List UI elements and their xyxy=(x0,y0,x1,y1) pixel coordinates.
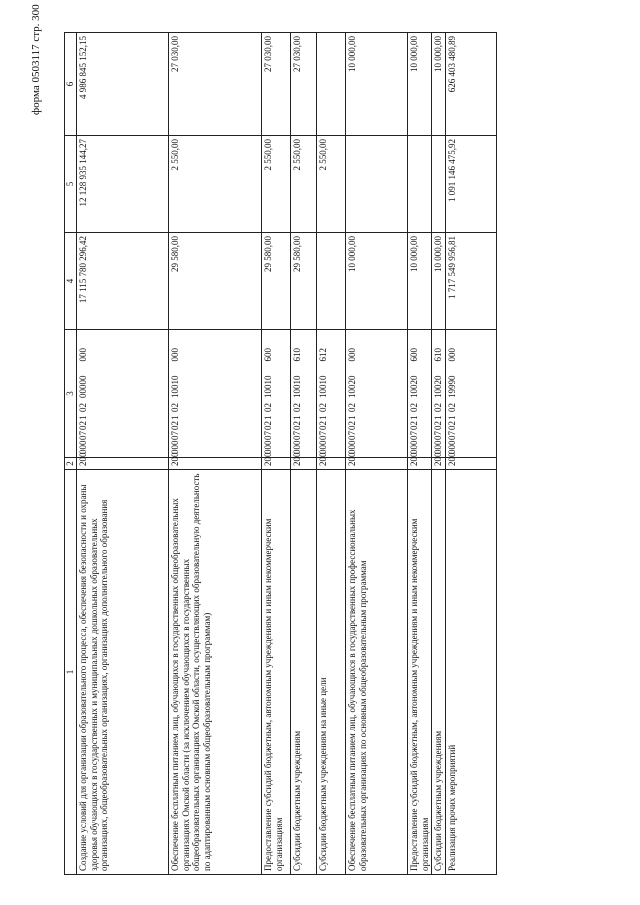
amount-col6: 10 000,00 xyxy=(407,33,432,136)
line-code: 200 xyxy=(261,458,290,470)
amount-col4: 1 717 549 956,81 xyxy=(446,233,497,330)
code-part: 02 xyxy=(291,421,302,430)
amount-col6 xyxy=(316,33,345,136)
budget-classification-code xyxy=(345,330,407,458)
code-part: 02 xyxy=(447,403,458,412)
code-part: 02 xyxy=(408,403,419,412)
code-part: 10010 xyxy=(317,375,328,398)
budget-classification-code xyxy=(446,330,497,458)
amount-col6: 27 030,00 xyxy=(168,33,261,136)
line-code: 200 xyxy=(76,458,168,470)
amount-col5: 2 550,00 xyxy=(168,136,261,233)
table-row xyxy=(290,33,316,875)
code-part: 000 xyxy=(346,440,357,454)
table-row xyxy=(432,33,446,875)
code-part: 02 xyxy=(77,421,88,430)
budget-classification-code xyxy=(168,330,261,458)
amount-col4: 10 000,00 xyxy=(407,233,432,330)
code-part: 02 xyxy=(317,403,328,412)
code-part: 1 xyxy=(291,415,302,420)
row-name: Субсидии бюджетным учреждениям xyxy=(290,470,316,875)
code-part: 000 xyxy=(447,348,458,362)
code-part: 07 xyxy=(169,431,180,440)
amount-col5: 2 550,00 xyxy=(316,136,345,233)
code-part: 02 xyxy=(77,403,88,412)
code-part: 10010 xyxy=(291,375,302,398)
budget-classification-code xyxy=(407,330,432,458)
line-code: 200 xyxy=(407,458,432,470)
code-part: 02 xyxy=(291,403,302,412)
amount-col4: 17 115 780 296,42 xyxy=(76,233,168,330)
column-header: 2 xyxy=(65,458,77,470)
code-part: 1 xyxy=(169,415,180,420)
code-part: 02 xyxy=(262,403,273,412)
code-part: 000 xyxy=(77,348,88,362)
amount-col6: 4 986 845 152,15 xyxy=(76,33,168,136)
line-code: 200 xyxy=(316,458,345,470)
form-label: форма 0503117 стр. 300 xyxy=(30,4,42,115)
code-part: 1 xyxy=(317,415,328,420)
code-part: 000 xyxy=(346,348,357,362)
table-row xyxy=(76,33,168,875)
line-code: 200 xyxy=(446,458,497,470)
code-part: 07 xyxy=(262,431,273,440)
table-row xyxy=(345,33,407,875)
code-part: 10010 xyxy=(262,375,273,398)
amount-col4: 29 580,00 xyxy=(168,233,261,330)
column-header: 3 xyxy=(65,330,77,458)
header-row xyxy=(65,33,77,875)
amount-col6: 27 030,00 xyxy=(261,33,290,136)
code-part: 000 xyxy=(262,440,273,454)
code-part: 02 xyxy=(433,403,444,412)
amount-col5: 12 128 935 144,27 xyxy=(76,136,168,233)
row-name: Субсидии бюджетным учреждениям на иные цели xyxy=(316,470,345,875)
amount-col6: 10 000,00 xyxy=(432,33,446,136)
code-part: 19990 xyxy=(447,375,458,398)
row-name: Предоставление субсидий бюджетным, автономным учреждениям и иным некоммерческим организациям xyxy=(261,470,290,875)
amount-col4: 10 000,00 xyxy=(432,233,446,330)
amount-col4 xyxy=(316,233,345,330)
code-part: 610 xyxy=(433,348,444,362)
amount-col6: 27 030,00 xyxy=(290,33,316,136)
code-part: 1 xyxy=(408,415,419,420)
code-part: 02 xyxy=(447,421,458,430)
code-part: 07 xyxy=(408,431,419,440)
code-part: 600 xyxy=(262,348,273,362)
code-part: 600 xyxy=(408,348,419,362)
code-part: 000 xyxy=(77,440,88,454)
code-part: 000 xyxy=(447,440,458,454)
amount-col6: 10 000,00 xyxy=(345,33,407,136)
row-name: Реализация прочих мероприятий xyxy=(446,470,497,875)
code-part: 02 xyxy=(346,403,357,412)
code-part: 000 xyxy=(433,440,444,454)
table-row xyxy=(316,33,345,875)
code-part: 612 xyxy=(317,348,328,362)
table-row xyxy=(446,33,497,875)
budget-classification-code xyxy=(261,330,290,458)
row-name: Обеспечение бесплатным питанием лиц, обучающихся в государственных профессиональных образовательных организациях по основным общеобразовательным программам xyxy=(345,470,407,875)
line-code: 200 xyxy=(432,458,446,470)
code-part: 000 xyxy=(408,440,419,454)
row-name: Предоставление субсидий бюджетным, автономным учреждениям и иным некоммерческим организациям xyxy=(407,470,432,875)
amount-col4: 29 580,00 xyxy=(290,233,316,330)
code-part: 10020 xyxy=(346,375,357,398)
column-header: 5 xyxy=(65,136,77,233)
document-page xyxy=(20,0,630,885)
code-part: 000 xyxy=(291,440,302,454)
code-part: 07 xyxy=(291,431,302,440)
code-part: 10010 xyxy=(169,375,180,398)
amount-col5: 2 550,00 xyxy=(290,136,316,233)
code-part: 07 xyxy=(346,431,357,440)
report-table xyxy=(64,32,497,875)
amount-col4: 29 580,00 xyxy=(261,233,290,330)
code-part: 02 xyxy=(262,421,273,430)
code-part: 1 xyxy=(447,415,458,420)
code-part: 10020 xyxy=(433,375,444,398)
code-part: 1 xyxy=(433,415,444,420)
code-part: 02 xyxy=(408,421,419,430)
line-code: 200 xyxy=(345,458,407,470)
code-part: 02 xyxy=(169,403,180,412)
table-row xyxy=(168,33,261,875)
code-part: 610 xyxy=(291,348,302,362)
row-name: Обеспечение бесплатным питанием лиц, обучающихся в государственных общеобразовательных организациях Омской области (за исключением обучающихся в государственных общеобразовательных организациях Омской области, осуществляющих образовательную деятельность по адаптированным основным общеобразовательным программам) xyxy=(168,470,261,875)
row-name: Субсидии бюджетным учреждениям xyxy=(432,470,446,875)
budget-classification-code xyxy=(432,330,446,458)
budget-classification-code xyxy=(76,330,168,458)
table-row xyxy=(261,33,290,875)
column-header: 6 xyxy=(65,33,77,136)
budget-classification-code xyxy=(290,330,316,458)
code-part: 07 xyxy=(433,431,444,440)
column-header: 4 xyxy=(65,233,77,330)
code-part: 000 xyxy=(317,440,328,454)
code-part: 02 xyxy=(433,421,444,430)
table-row xyxy=(407,33,432,875)
code-part: 02 xyxy=(317,421,328,430)
amount-col5: 1 091 146 475,92 xyxy=(446,136,497,233)
code-part: 07 xyxy=(77,431,88,440)
code-part: 000 xyxy=(169,440,180,454)
amount-col6: 626 403 480,89 xyxy=(446,33,497,136)
amount-col5 xyxy=(432,136,446,233)
code-part: 00000 xyxy=(77,375,88,398)
row-name: Создание условий для организации образовательного процесса, обеспечения безопасности и охраны здоровья обучающихся в государственных и муниципальных дошкольных образовательных организациях, общеобразовательных организациях, организациях дополнительного образования xyxy=(76,470,168,875)
budget-classification-code xyxy=(316,330,345,458)
line-code: 200 xyxy=(168,458,261,470)
code-part: 1 xyxy=(346,415,357,420)
amount-col5: 2 550,00 xyxy=(261,136,290,233)
amount-col4: 10 000,00 xyxy=(345,233,407,330)
amount-col5 xyxy=(345,136,407,233)
code-part: 02 xyxy=(169,421,180,430)
code-part: 07 xyxy=(447,431,458,440)
amount-col5 xyxy=(407,136,432,233)
column-header: 1 xyxy=(65,470,77,875)
line-code: 200 xyxy=(290,458,316,470)
code-part: 1 xyxy=(262,415,273,420)
code-part: 000 xyxy=(169,348,180,362)
code-part: 1 xyxy=(77,415,88,420)
code-part: 02 xyxy=(346,421,357,430)
code-part: 10020 xyxy=(408,375,419,398)
code-part: 07 xyxy=(317,431,328,440)
